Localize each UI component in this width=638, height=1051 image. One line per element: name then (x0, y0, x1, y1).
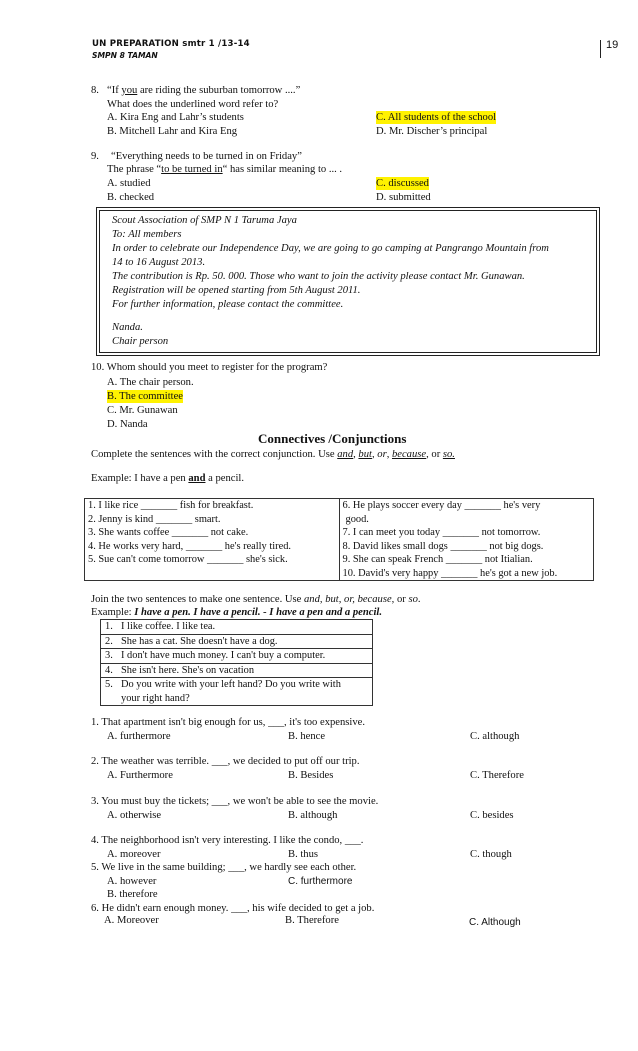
q9-question-underlined: to be turned in (161, 164, 223, 175)
table-row (101, 663, 373, 678)
notice-line: Nanda. (112, 322, 143, 333)
mc2-option-a: A. Furthermore (107, 770, 173, 781)
list-item: 10. David's very happy _______ he's got a new job. (342, 567, 558, 579)
q9-option-b: B. checked (107, 192, 155, 203)
notice-line: Scout Association of SMP N 1 Taruma Jaya (112, 215, 297, 226)
conj-word-and: and (337, 449, 354, 460)
mc6-option-c: C. Although (469, 917, 521, 928)
list-item: 9. She can speak French _______ not Itialian. (342, 554, 533, 565)
notice-line: 14 to 16 August 2013. (112, 257, 206, 268)
mc1-option-b: B. hence (288, 731, 326, 742)
q8-option-c: C. All students of the school (376, 112, 497, 123)
list-item: 3. She wants coffee _______ not cake. (88, 527, 249, 538)
mc3-stem: 3. You must buy the tickets; ___, we won't be able to see the movie. (91, 796, 379, 807)
q8-stem-underlined: you (121, 85, 138, 96)
q9-stem: “Everything needs to be turned in on Friday” (111, 151, 302, 162)
q8-option-d: D. Mr. Discher’s principal (376, 126, 488, 137)
notice-line: For further information, please contact the committee. (112, 299, 344, 310)
list-item: 1. I like rice _______ fish for breakfast. (88, 500, 254, 511)
row-number: 1. (105, 621, 113, 632)
join-instructions: Join the two sentences to make one sentence. Use and, but, or, because, or so. (91, 594, 421, 605)
q9-question (107, 163, 342, 176)
notice-line: To: All members (112, 229, 182, 240)
conj-instr-pre: Complete the sentences with the correct conjunction. Use (91, 449, 338, 460)
conj-example-pre: Example: I have a pen (91, 473, 189, 484)
conj-example-and: and (188, 473, 206, 484)
row-text: She has a cat. She doesn't have a dog. (121, 635, 278, 647)
conj-word-or: or (377, 449, 387, 460)
q9-option-a: A. studied (107, 178, 151, 189)
q8-option-b: B. Mitchell Lahr and Kira Eng (107, 126, 238, 137)
row-number: 4. (105, 664, 113, 676)
row-text-cont: your right hand? (121, 692, 190, 704)
row-text: I like coffee. I like tea. (121, 621, 216, 632)
conj-instructions: Complete the sentences with the correct conjunction. Use and, but, or, because, or so. (91, 449, 455, 460)
mc1-stem: 1. That apartment isn't big enough for us, ___, it's too expensive. (91, 717, 366, 728)
join-instr-pre: Join the two sentences to make one sentence. Use (91, 594, 304, 605)
row-number: 5. (105, 679, 113, 690)
q10-option-d: D. Nanda (107, 419, 148, 430)
list-item: 8. David likes small dogs _______ not big dogs. (342, 540, 544, 552)
row-number: 2. (105, 635, 113, 647)
list-item: 2. Jenny is kind _______ smart. (88, 513, 221, 525)
notice-line: Registration will be opened starting from 5th August 2011. (112, 285, 361, 296)
q10-option-c: C. Mr. Gunawan (107, 405, 178, 416)
list-item: 6. He plays soccer every day _______ he's very (342, 500, 541, 511)
q9-question-pre: The phrase “ (107, 164, 162, 175)
q8-stem-pre: “If (107, 85, 122, 96)
join-example-label: Example: (91, 607, 135, 618)
join-example-text: I have a pen. I have a pencil. - I have a pen and a pencil. (134, 607, 383, 618)
list-item: 5. Sue can't come tomorrow _______ she's sick. (88, 554, 288, 565)
q9-number: 9. (91, 151, 99, 162)
mc1-option-a: A. furthermore (107, 731, 171, 742)
q9-option-c: C. discussed (376, 178, 429, 189)
conjunction-exercise-table (84, 498, 594, 581)
mc2-option-b: B. Besides (288, 770, 334, 781)
conj-instr-or: or (431, 449, 441, 460)
header-school: SMPN 8 TAMAN (92, 51, 158, 60)
table-cell-right (339, 499, 594, 581)
header-divider (600, 40, 601, 58)
mc6-stem: 6. He didn't earn enough money. ___, his wife decided to get a job. (91, 903, 375, 914)
row-text: I don't have much money. I can't buy a computer. (121, 650, 326, 661)
table-row (101, 649, 373, 664)
conj-word-so: so. (442, 449, 455, 460)
mc5-option-a: A. however (107, 876, 157, 887)
q9-option-d: D. submitted (376, 192, 431, 203)
mc5-stem: 5. We live in the same building; ___, we hardly see each other. (91, 862, 357, 873)
mc2-option-c: C. Therefore (470, 770, 524, 781)
table-cell (101, 663, 373, 678)
conj-word-but: but (358, 449, 372, 460)
header-title: UN PREPARATION smtr 1 /13-14 (92, 39, 250, 49)
mc5-option-c: B. therefore (107, 889, 158, 900)
mc3-option-c: C. besides (470, 810, 514, 821)
mc1-option-c: C. although (470, 731, 520, 742)
q8-stem (107, 84, 300, 97)
q10-option-b: B. The committee (107, 391, 184, 402)
q8-option-a: A. Kira Eng and Lahr’s students (107, 112, 244, 123)
join-example (91, 606, 382, 619)
table-row (101, 678, 373, 706)
row-number: 3. (105, 650, 113, 661)
list-item: 7. I can meet you today _______ not tomorrow. (342, 527, 541, 538)
mc4-option-b: B. thus (288, 849, 319, 860)
section-title-conjunctions: Connectives /Conjunctions (258, 431, 407, 446)
list-item: 4. He works very hard, _______ he's really tired. (88, 540, 291, 552)
table-cell (101, 649, 373, 664)
table-cell (101, 620, 373, 635)
list-item-cont: good. (345, 513, 369, 525)
conj-word-because: because (391, 449, 427, 460)
table-row (101, 634, 373, 649)
join-instr-so: so (408, 594, 418, 605)
mc3-option-b: B. although (288, 810, 338, 821)
mc2-stem: 2. The weather was terrible. ___, we decided to put off our trip. (91, 756, 360, 767)
conj-example (91, 472, 244, 485)
table-cell (101, 678, 373, 706)
table-cell (101, 634, 373, 649)
row-text: Do you write with your left hand? Do you write with (121, 679, 341, 690)
q8-number: 8. (91, 85, 99, 96)
notice-line: In order to celebrate our Independence Day, we are going to go camping at Pangrango Mountain from (112, 243, 549, 254)
table-cell-left (85, 499, 340, 581)
mc3-option-a: A. otherwise (107, 810, 162, 821)
notice-line: Chair person (112, 336, 169, 347)
q9-question-post: “ has similar meaning to ... . (222, 164, 343, 175)
mc6-option-b: B. Therefore (285, 915, 339, 926)
q10-stem: 10. Whom should you meet to register for the program? (91, 362, 328, 373)
mc5-option-b: C. furthermore (288, 876, 353, 887)
mc4-option-c: C. though (470, 849, 512, 860)
join-instr-words: and, but, or, because, (304, 594, 395, 605)
join-instr-or: or (394, 594, 409, 605)
q8-stem-post: are riding the suburban tomorrow ....” (137, 85, 301, 96)
mc4-option-a: A. moreover (107, 849, 161, 860)
join-sentences-table (100, 619, 373, 706)
q10-option-a: A. The chair person. (107, 377, 194, 388)
q8-question: What does the underlined word refer to? (107, 99, 279, 110)
conj-example-post: a pencil. (205, 473, 245, 484)
row-text: She isn't here. She's on vacation (121, 664, 255, 676)
mc6-option-a: A. Moreover (104, 915, 159, 926)
notice-box (99, 210, 597, 353)
mc4-stem: 4. The neighborhood isn't very interesting. I like the condo, ___. (91, 835, 364, 846)
page-number: 19 (606, 39, 619, 51)
notice-line: The contribution is Rp. 50. 000. Those who want to join the activity please contact Mr. Gunawan. (112, 271, 525, 282)
table-row (101, 620, 373, 635)
